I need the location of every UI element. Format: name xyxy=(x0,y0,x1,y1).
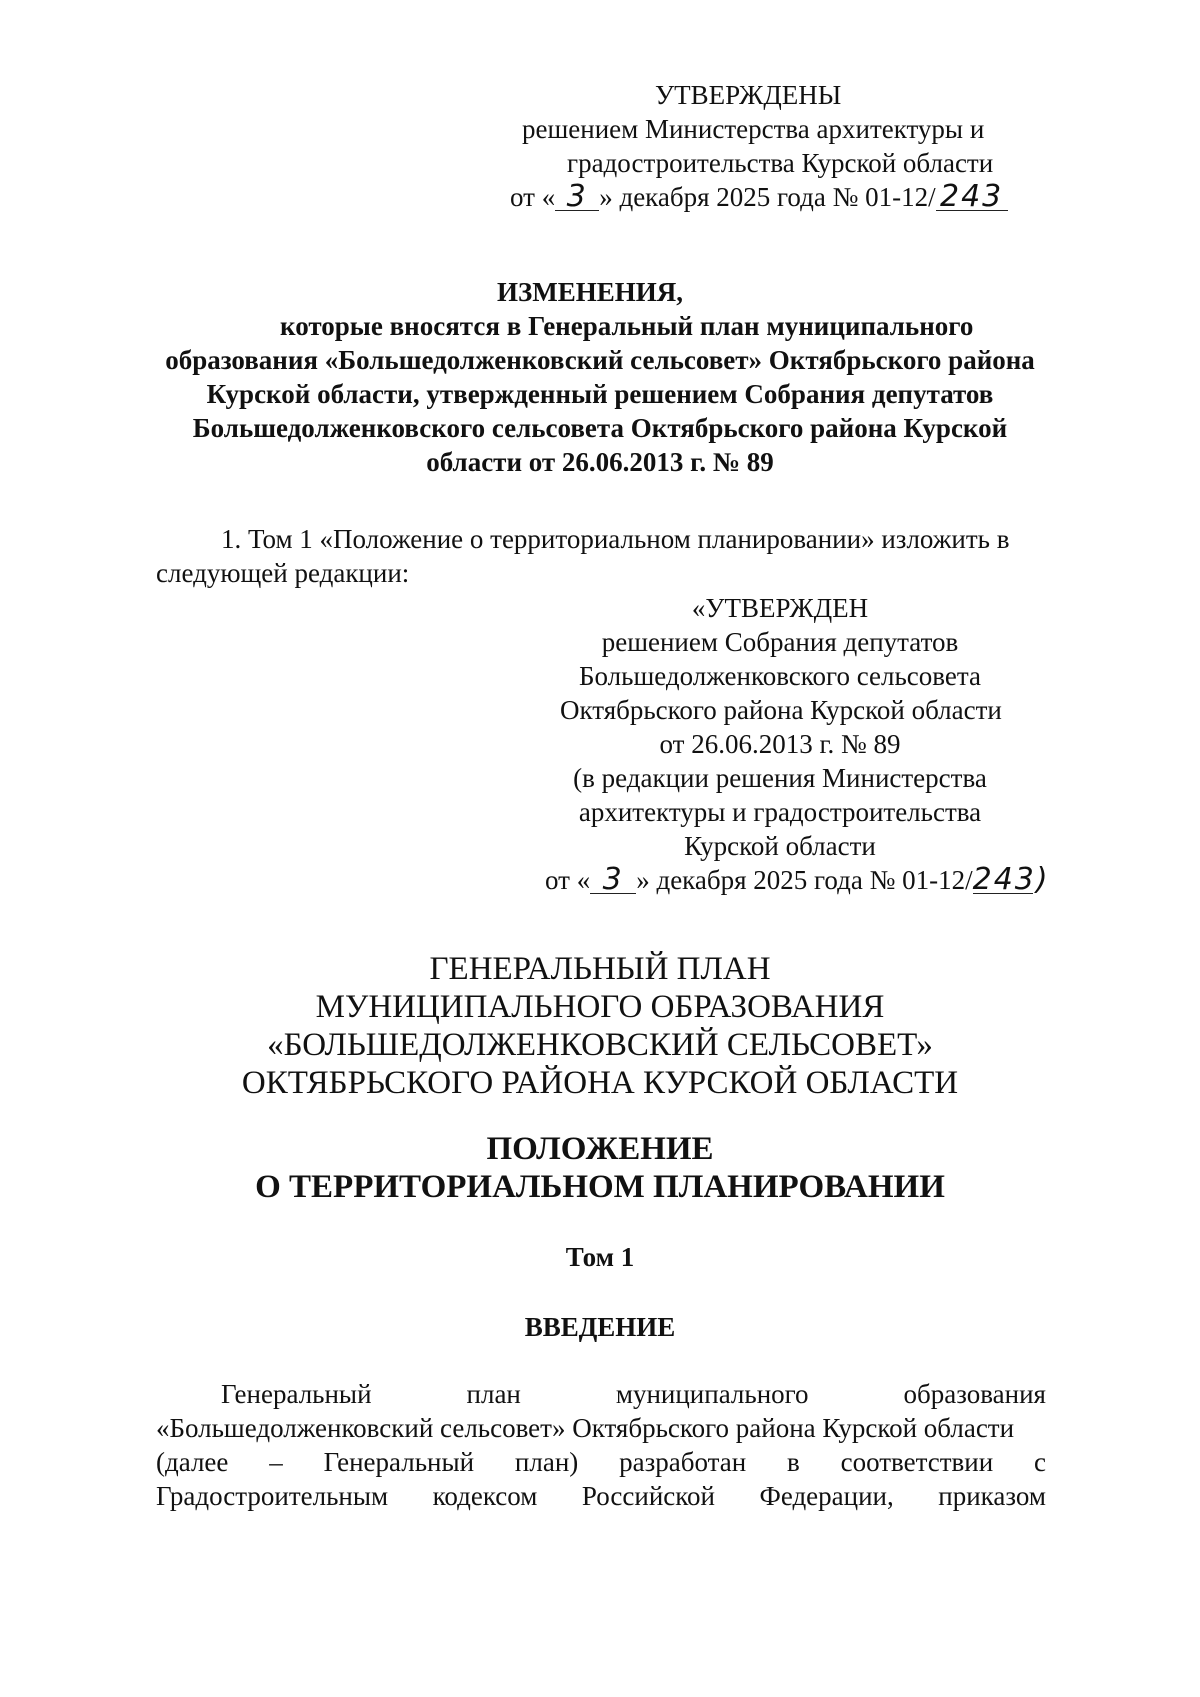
inner-approval-line-6: архитектуры и градостроительства xyxy=(578,797,982,827)
inner-approval-line-5: (в редакции решения Министерства xyxy=(573,763,987,793)
approval-line-2: градостроительства Курской области xyxy=(567,148,994,178)
intro-word: образования xyxy=(903,1379,1046,1409)
changes-line-5: области от 26.06.2013 г. № 89 xyxy=(426,447,774,477)
inner-approval-line-4: от 26.06.2013 г. № 89 xyxy=(659,729,901,759)
approval-date-prefix: от « xyxy=(510,182,556,212)
intro-word: разработан xyxy=(619,1447,747,1477)
plan-title-line-2: МУНИЦИПАЛЬНОГО ОБРАЗОВАНИЯ xyxy=(315,989,885,1025)
approval-date-suffix: » декабря 2025 года № 01-12/ xyxy=(599,182,936,212)
intro-word: приказом xyxy=(938,1481,1046,1511)
intro-word: (далее xyxy=(156,1447,229,1477)
intro-word: в xyxy=(787,1447,800,1477)
inner-date-suffix: » декабря 2025 года № 01-12/ xyxy=(636,865,973,895)
approval-doc-number: 243 xyxy=(936,184,1008,211)
plan-title-line-3: «БОЛЬШЕДОЛЖЕНКОВСКИЙ СЕЛЬСОВЕТ» xyxy=(267,1027,933,1063)
plan-title-line-1: ГЕНЕРАЛЬНЫЙ ПЛАН xyxy=(429,951,771,987)
inner-date-prefix: от « xyxy=(545,865,591,895)
changes-line-2: образования «Большедолженковский сельсовет» Октябрьского района xyxy=(165,345,1035,375)
approval-title: УТВЕРЖДЕНЫ xyxy=(655,80,842,110)
intro-word: Генеральный xyxy=(221,1379,372,1409)
intro-word: Федерации, xyxy=(759,1481,894,1511)
changes-line-4: Большедолженковского сельсовета Октябрьского района Курской xyxy=(192,413,1008,443)
approval-date-day: 3 xyxy=(555,184,599,211)
volume-label: Том 1 xyxy=(565,1242,635,1272)
intro-line-2: «Большедолженковский сельсовет» Октябрьского района Курской области xyxy=(156,1413,1015,1443)
intro-word: Генеральный xyxy=(323,1447,475,1477)
approval-line-1: решением Министерства архитектуры и xyxy=(522,114,985,144)
intro-word: Градостроительным xyxy=(156,1481,389,1511)
item-1-line-1: 1. Том 1 «Положение о территориальном планировании» изложить в xyxy=(221,524,1010,554)
changes-title: ИЗМЕНЕНИЯ, xyxy=(496,277,683,307)
inner-approval-line-2: Большедолженковского сельсовета xyxy=(579,661,981,691)
inner-approval-line-7: Курской области xyxy=(684,831,876,861)
inner-approval-line-3: Октябрьского района Курской области xyxy=(560,695,1002,725)
intro-line-3 xyxy=(156,1445,1046,1479)
intro-line-1 xyxy=(221,1377,1046,1411)
approval-date-line xyxy=(510,180,1008,214)
changes-line-1: которые вносятся в Генеральный план муниципального xyxy=(280,311,974,341)
intro-word: кодексом xyxy=(432,1481,538,1511)
inner-approval-line-1: решением Собрания депутатов xyxy=(601,627,959,657)
intro-word: соответствии xyxy=(840,1447,994,1477)
intro-word: муниципального xyxy=(615,1379,809,1409)
intro-heading: ВВЕДЕНИЕ xyxy=(524,1312,676,1342)
inner-approval-date-line xyxy=(545,862,1050,897)
section-title-line-2: О ТЕРРИТОРИАЛЬНОМ ПЛАНИРОВАНИИ xyxy=(255,1169,945,1205)
plan-title-line-4: ОКТЯБРЬСКОГО РАЙОНА КУРСКОЙ ОБЛАСТИ xyxy=(241,1065,959,1101)
inner-approval-title: «УТВЕРЖДЕН xyxy=(691,593,869,623)
intro-word: Российской xyxy=(581,1481,715,1511)
intro-word: – xyxy=(269,1447,283,1477)
intro-word: с xyxy=(1033,1447,1046,1477)
inner-doc-number: 243) xyxy=(972,862,1050,897)
intro-line-4 xyxy=(156,1479,1046,1513)
changes-line-3: Курской области, утвержденный решением Собрания депутатов xyxy=(206,379,994,409)
intro-word: план xyxy=(466,1379,521,1409)
item-1-line-2: следующей редакции: xyxy=(156,558,410,588)
section-title-line-1: ПОЛОЖЕНИЕ xyxy=(486,1131,714,1167)
intro-word: план) xyxy=(514,1447,579,1477)
inner-date-day: 3 xyxy=(590,867,636,894)
